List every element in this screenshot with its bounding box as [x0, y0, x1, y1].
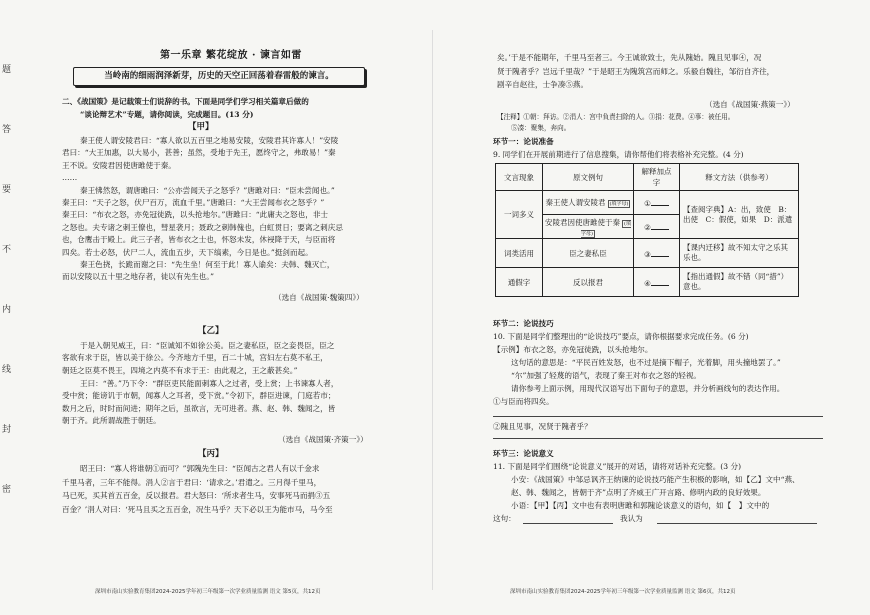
- chapter-banner: 当岭南的细雨润泽新芽，历史的天空正回荡着春雷般的谏言。: [73, 67, 365, 86]
- q9-example: [543, 268, 634, 297]
- link3-title: 环节三：论说意义: [493, 449, 554, 458]
- jia-line: 而以安陵以五十里之地存者，徒以有先生也。”: [62, 272, 214, 282]
- bing-cont-line: 剧辛自赵往，士争凑⑤燕。: [497, 80, 589, 89]
- jia-line: 也，仓鹰击于殿上。此三子者，皆布衣之士也，怀怒未发，休祲降于天，与臣而将: [62, 235, 336, 245]
- page-footer-left: 深圳市南山实验教育集团2024-2025学年初三年级第一次学业质量监测 语文 第5页，共12页: [95, 589, 321, 595]
- q9-example-text: 臣之妻私臣: [569, 248, 607, 258]
- q9-fill-tag: (填字母): [581, 220, 631, 237]
- yi-line: 朝廷之臣莫不畏王，四境之内莫不有求于王：由此观之，王之蔽甚矣。”: [62, 366, 298, 375]
- q9-answer-blank[interactable]: [651, 248, 669, 257]
- q11-line: 赵、韩、魏闻之，皆朝于齐”点明了齐威王广开言路、修明内政的良好效果。: [511, 488, 766, 497]
- jia-line: 君曰：“大王加惠，以大易小，甚善；虽然，受地于先王，愿终守之，弗敢易！”秦: [62, 148, 336, 158]
- bing-source: （选自《战国策·燕策一》）: [705, 99, 795, 109]
- q11-line: 小语：【甲】【丙】文中也有表明唐雎和郭隗论谈意义的语句，如【 】文中的: [511, 501, 770, 510]
- q2-intro-line: 二、《战国策》是记载策士们说辞的书。下面是同学们学习相关篇章后做的: [62, 97, 309, 106]
- notes-line: ⑤凑：聚集，奔向。: [511, 123, 571, 132]
- answer-line[interactable]: [493, 438, 823, 439]
- q9-header: 文言现象: [496, 164, 543, 191]
- q10-line: 这句话的意思是：“平民百姓发怒，也不过是摘下帽子，光着脚，用头撞地罢了。”: [511, 358, 781, 367]
- jia-line: ……: [62, 173, 78, 183]
- link2-title: 环节二：论说技巧: [493, 319, 554, 328]
- margin-mark: 要: [2, 185, 12, 195]
- q9-answer-number: ③: [644, 249, 651, 259]
- yi-line: 客欲有求于臣，皆以美于徐公。今齐地方千里，百二十城，宫妇左右莫不私王，: [62, 353, 328, 363]
- bing-cont-line: 矣。’于是不能期年，千里马至者三。今王诚欲致士，先从隗始。隗且见事④，况: [497, 53, 762, 62]
- notes-line: 【注释】①朝：拜访。②涓人：宫中負責扫除的人。③捐：花费。④事：被任用。: [497, 112, 735, 121]
- page-footer-right: 深圳市南山实验教育集团2024-2025学年初三年级第一次学业质量监测 语文 第6页，共12页: [510, 589, 736, 595]
- q9-method: 【课内迁移】故不知太守之乐其乐也。: [680, 239, 799, 268]
- q9-answer-number: ①: [644, 199, 651, 208]
- q9-answer-blank[interactable]: [651, 221, 669, 230]
- q9-header: 释文方法（供参考）: [680, 164, 799, 191]
- q11-blank-label: 我认为: [620, 514, 643, 523]
- q10-line: 10. 下面是同学们整理出的“论说技巧”要点，请你根据要求完成任务。(6 分): [493, 332, 749, 341]
- jia-source: （选自《战国策·魏策四》）: [274, 292, 364, 302]
- page-right: [435, 0, 870, 615]
- yi-line: 朝于齐。此所谓战胜于朝廷。: [62, 416, 161, 426]
- q9-table: [495, 163, 799, 297]
- q9-answer-cell[interactable]: [634, 268, 680, 297]
- yi-line: 于是入朝见威王，曰：“臣诚知不如徐公美。臣之妻私臣，臣之妾畏臣，臣之: [80, 340, 335, 350]
- bing-line: 百金？’涓人对曰：‘死马且买之五百金，况生马乎？天下必以王为能市马，马今至: [62, 504, 333, 514]
- q10-line: “尔”加强了轻蔑的语气，表现了秦王对布衣之怒的轻视。: [511, 371, 702, 380]
- q11-line: 这句：: [493, 514, 516, 523]
- q9-example-text: 秦王使人谓安陵君: [545, 198, 606, 207]
- q2-intro-line: “谈论辩艺术”专题，请你阅读，完成题目。(13 分): [80, 110, 254, 119]
- margin-mark: 线: [2, 365, 12, 375]
- q9-method: 【指出通假】故不错（同“措”）意也。: [680, 268, 799, 297]
- q10-line: 【示例】布衣之怒，亦免冠徒跣，以头抢地尔。: [493, 345, 653, 354]
- q9-example: [543, 191, 634, 215]
- margin-mark: 答: [2, 125, 12, 135]
- bing-line: 千里马者，三年不能得。涓人②言于君曰：‘请求之。’君遣之。三月得千里马，: [62, 477, 322, 487]
- yi-label: 【乙】: [198, 325, 224, 336]
- q10-line: ①与臣而将四矣。: [493, 397, 554, 406]
- q9-prompt: 9. 同学们在开展前期进行了信息搜集，请你帮他们将表格补充完整。(4 分): [493, 149, 744, 159]
- q9-phenomenon: 词类活用: [496, 239, 543, 268]
- jia-line: 秦王使人谓安陵君曰：“寡人欲以五百里之地易安陵，安陵君其许寡人！”安陵: [80, 136, 339, 145]
- q11-blank-1[interactable]: [523, 523, 613, 524]
- yi-source: （选自《战国策·齐策一》）: [278, 435, 368, 444]
- yi-line: 数月之后，时时而间进；期年之后，虽欲言，无可进者。燕、赵、韩、魏闻之，皆: [62, 403, 336, 413]
- q9-header: 原文例句: [543, 164, 634, 191]
- bing-line: 马已死，买其首五百金，反以报君。君大怒曰：‘所求者生马，安事死马而捐③五: [62, 491, 331, 500]
- q9-answer-cell[interactable]: [634, 215, 680, 239]
- bing-label: 【丙】: [198, 449, 224, 459]
- jia-line: 之怒也。夫专诸之刺王僚也，彗星袭月；聂政之刺韩傀也，白虹贯日；要离之刺庆忌: [62, 222, 343, 232]
- q10-line: ②隗且见事，况贤于隗者乎？: [493, 422, 592, 431]
- margin-mark: 题: [2, 65, 12, 75]
- q11-line: 11. 下面是同学们围绕“论说意义”展开的对话，请将对话补充完整。(3 分): [493, 462, 742, 471]
- q9-phenomenon: 一词多义: [496, 191, 543, 239]
- q10-line: 请你参考上面示例，用现代汉语写出下面句子的意思，并分析画线句的表达作用。: [511, 384, 785, 393]
- chapter-title: 第一乐章 繁花绽放 · 谏言如雷: [160, 50, 302, 61]
- q9-method: 【查阅字典】A：出，致使 B：出使 C：假使，如果 D：派遣: [680, 191, 799, 239]
- q9-fill-tag: (填字母): [609, 201, 629, 207]
- yi-line: 受中赏；能谤讥于市朝，闻寡人之耳者，受下赏。”令初下，群臣进谏，门庭若市；: [62, 391, 336, 401]
- q9-example: [543, 239, 634, 268]
- jia-line: 秦王怫然怒，谓唐雎曰：“公亦尝闻天子之怒乎？”唐雎对曰：“臣未尝闻也。”: [80, 185, 335, 195]
- q9-example-text: 反以报君: [573, 277, 603, 287]
- q9-answer-cell[interactable]: [634, 191, 680, 215]
- jia-line: 四矣。若士必怒，伏尸二人，流血五步，天下缟素，今日是也。”挺剑而起。: [62, 247, 313, 257]
- margin-mark: 不: [2, 245, 12, 255]
- q9-answer-number: ④: [644, 278, 651, 288]
- q9-answer-blank[interactable]: [651, 197, 669, 206]
- q9-example-text: 安陵君因使唐雎使于秦: [545, 217, 621, 227]
- answer-line[interactable]: [493, 416, 823, 417]
- jia-line: 秦王色挠，长跪而谢之曰：“先生坐！何至于此！寡人谕矣：夫韩、魏灭亡，: [80, 260, 335, 269]
- binding-margin: [2, 40, 10, 520]
- yi-line: 王曰：“善。”乃下令：“群臣吏民能面刺寡人之过者，受上赏；上书谏寡人者，: [80, 378, 339, 388]
- bing-line: 昭王曰：“寡人将谁朝①而可？”郭隗先生曰：“臣闻古之君人有以千金求: [80, 464, 320, 473]
- q9-header: 解释加点字: [634, 164, 680, 191]
- bing-cont-line: 贤于隗者乎？岂远千里哉？”于是昭王为隗筑宫而师之。乐毅自魏往，邹衍自齐往，: [497, 66, 775, 76]
- q9-phenomenon: 通假字: [496, 268, 543, 297]
- margin-mark: 内: [2, 305, 12, 315]
- jia-line: 秦王曰：“天子之怒，伏尸百万，流血千里。”唐雎曰：“大王尝闻布衣之怒乎？”: [62, 198, 325, 207]
- margin-mark: 封: [2, 425, 12, 435]
- q9-example: [543, 215, 634, 239]
- margin-mark: 密: [2, 485, 12, 495]
- link1-title: 环节一：论说准备: [493, 136, 554, 146]
- q11-blank-2[interactable]: [657, 523, 817, 524]
- q9-answer-cell[interactable]: [634, 239, 680, 268]
- jia-line: 秦王曰：“布衣之怒，亦免冠徒跣，以头抢地尔。”唐雎曰：“此庸夫之怒也，非士: [62, 210, 329, 220]
- q9-answer-blank[interactable]: [651, 277, 669, 286]
- jia-line: 王不说。安陵君因使唐雎使于秦。: [62, 160, 176, 170]
- jia-label: 【甲】: [188, 122, 214, 132]
- q9-answer-number: ②: [644, 223, 651, 232]
- q11-line: 小安：《战国策》中邹忌讽齐王纳谏的论说技巧能产生积极的影响，如【乙】文中“燕、: [511, 475, 800, 484]
